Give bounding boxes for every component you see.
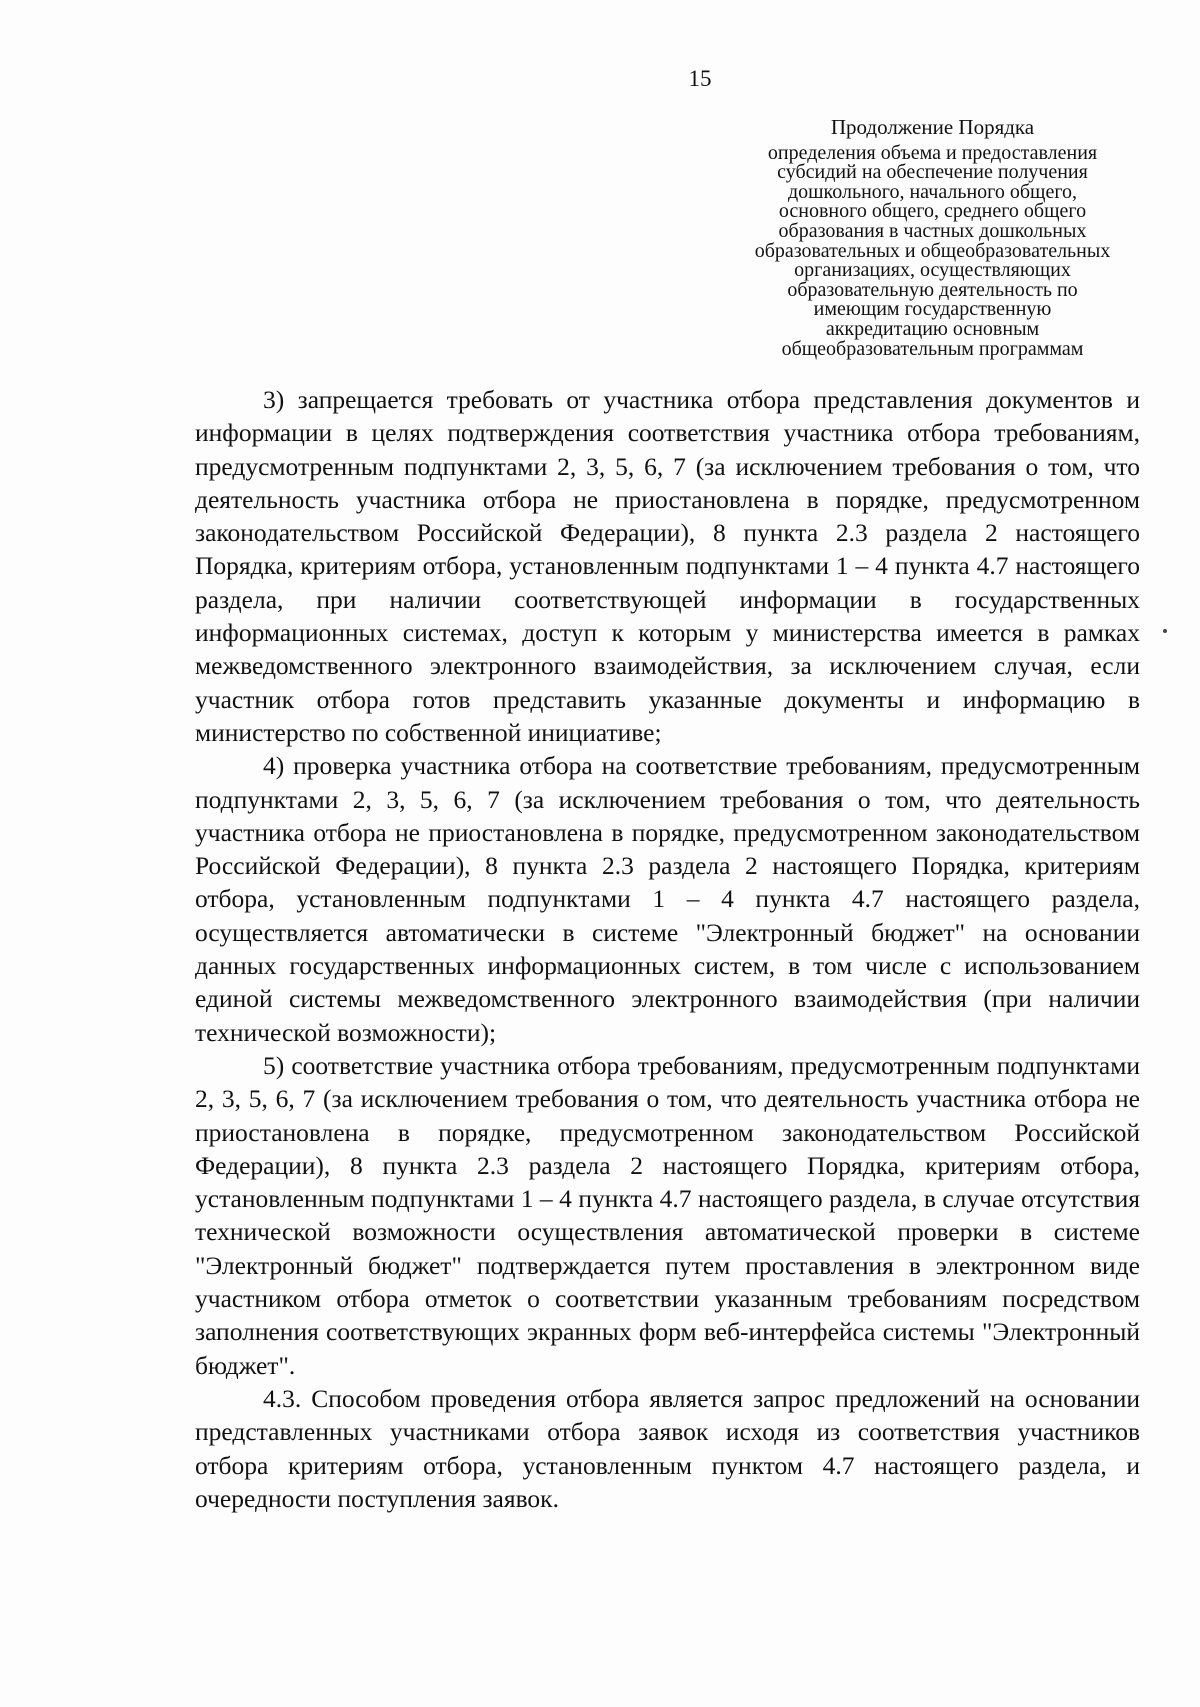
continuation-line: аккредитацию основным [825, 317, 1040, 340]
continuation-line: субсидий на обеспечение получения [777, 161, 1088, 184]
scan-speck [1163, 629, 1167, 633]
paragraph-item-3: 3) запрещается требовать от участника отбора представления документов и информации в целях подтверждения соответствия участника отбора требованиям, предусмотренным подпунктами 2, 3, 5, 6, 7 (за исключением требования о том, что деятельность участника отбора не приостановлена в порядке, предусмотренном законодательством Российской Федерации), 8 пункта 2.3 раздела 2 настоящего Порядка, критериям отбора, установленным подпунктами 1 – 4 пункта 4.7 настоящего раздела, при наличии соответствующей информации в государственных информационных системах, доступ к которым у министерства имеется в рамках межведомственного электронного взаимодействия, за исключением случая, если участник отбора готов представить указанные документы и информацию в министерство по собственной инициативе; [195, 385, 1140, 747]
paragraph-item-5: 5) соответствие участника отбора требованиям, предусмотренным подпунктами 2, 3, 5, 6, 7 (за исключением требования о том, что деятельность участника отбора не приостановлена в порядке, предусмотренном законодательством Российской Федерации), 8 пункта 2.3 раздела 2 настоящего Порядка, критериям отбора, установленным подпунктами 1 – 4 пункта 4.7 настоящего раздела, в случае отсутствия технической возможности осуществления автоматической проверки в системе "Электронный бюджет" подтверждается путем проставления в электронном виде участником отбора отметок о соответствии указанным требованиям посредством заполнения соответствующих экранных форм веб-интерфейса системы "Электронный бюджет". [195, 1050, 1140, 1380]
continuation-line: дошкольного, начального общего, [787, 180, 1078, 203]
continuation-line: образовательных и общеобразовательных [754, 239, 1111, 262]
paragraph-section-4-3: 4.3. Способом проведения отбора является запрос предложений на основании представленных участниками отбора заявок исходя из соответствия участников отбора критериям отбора, установленным пунктом 4.7 настоящего раздела, и очередности поступления заявок. [195, 1383, 1140, 1513]
continuation-line: образовательную деятельность по [787, 278, 1078, 301]
continuation-line: основного общего, среднего общего [778, 200, 1087, 223]
paragraph-item-4: 4) проверка участника отбора на соответствие требованиям, предусмотренным подпунктами 2, 3, 5, 6, 7 (за исключением требования о том, что деятельность участника отбора не приостановлена в порядке, предусмотренном законодательством Российской Федерации), 8 пункта 2.3 раздела 2 настоящего Порядка, критериям отбора, установленным подпунктами 1 – 4 пункта 4.7 настоящего раздела, осуществляется автоматически в системе "Электронный бюджет" на основании данных государственных информационных систем, в том числе с использованием единой системы межведомственного электронного взаимодействия (при наличии технической возможности); [195, 751, 1140, 1047]
continuation-header [725, 115, 1140, 360]
page-number: 15 [688, 66, 712, 91]
continuation-line: общеобразовательным программам [781, 337, 1084, 360]
continuation-line: организациях, осуществляющих [794, 259, 1071, 282]
continuation-title: Продолжение Порядка [830, 115, 1035, 139]
continuation-line: определения объема и предоставления [767, 141, 1098, 164]
continuation-line: имеющим государственную [813, 298, 1052, 321]
document-body [195, 383, 1140, 1515]
continuation-line: образования в частных дошкольных [778, 219, 1087, 242]
